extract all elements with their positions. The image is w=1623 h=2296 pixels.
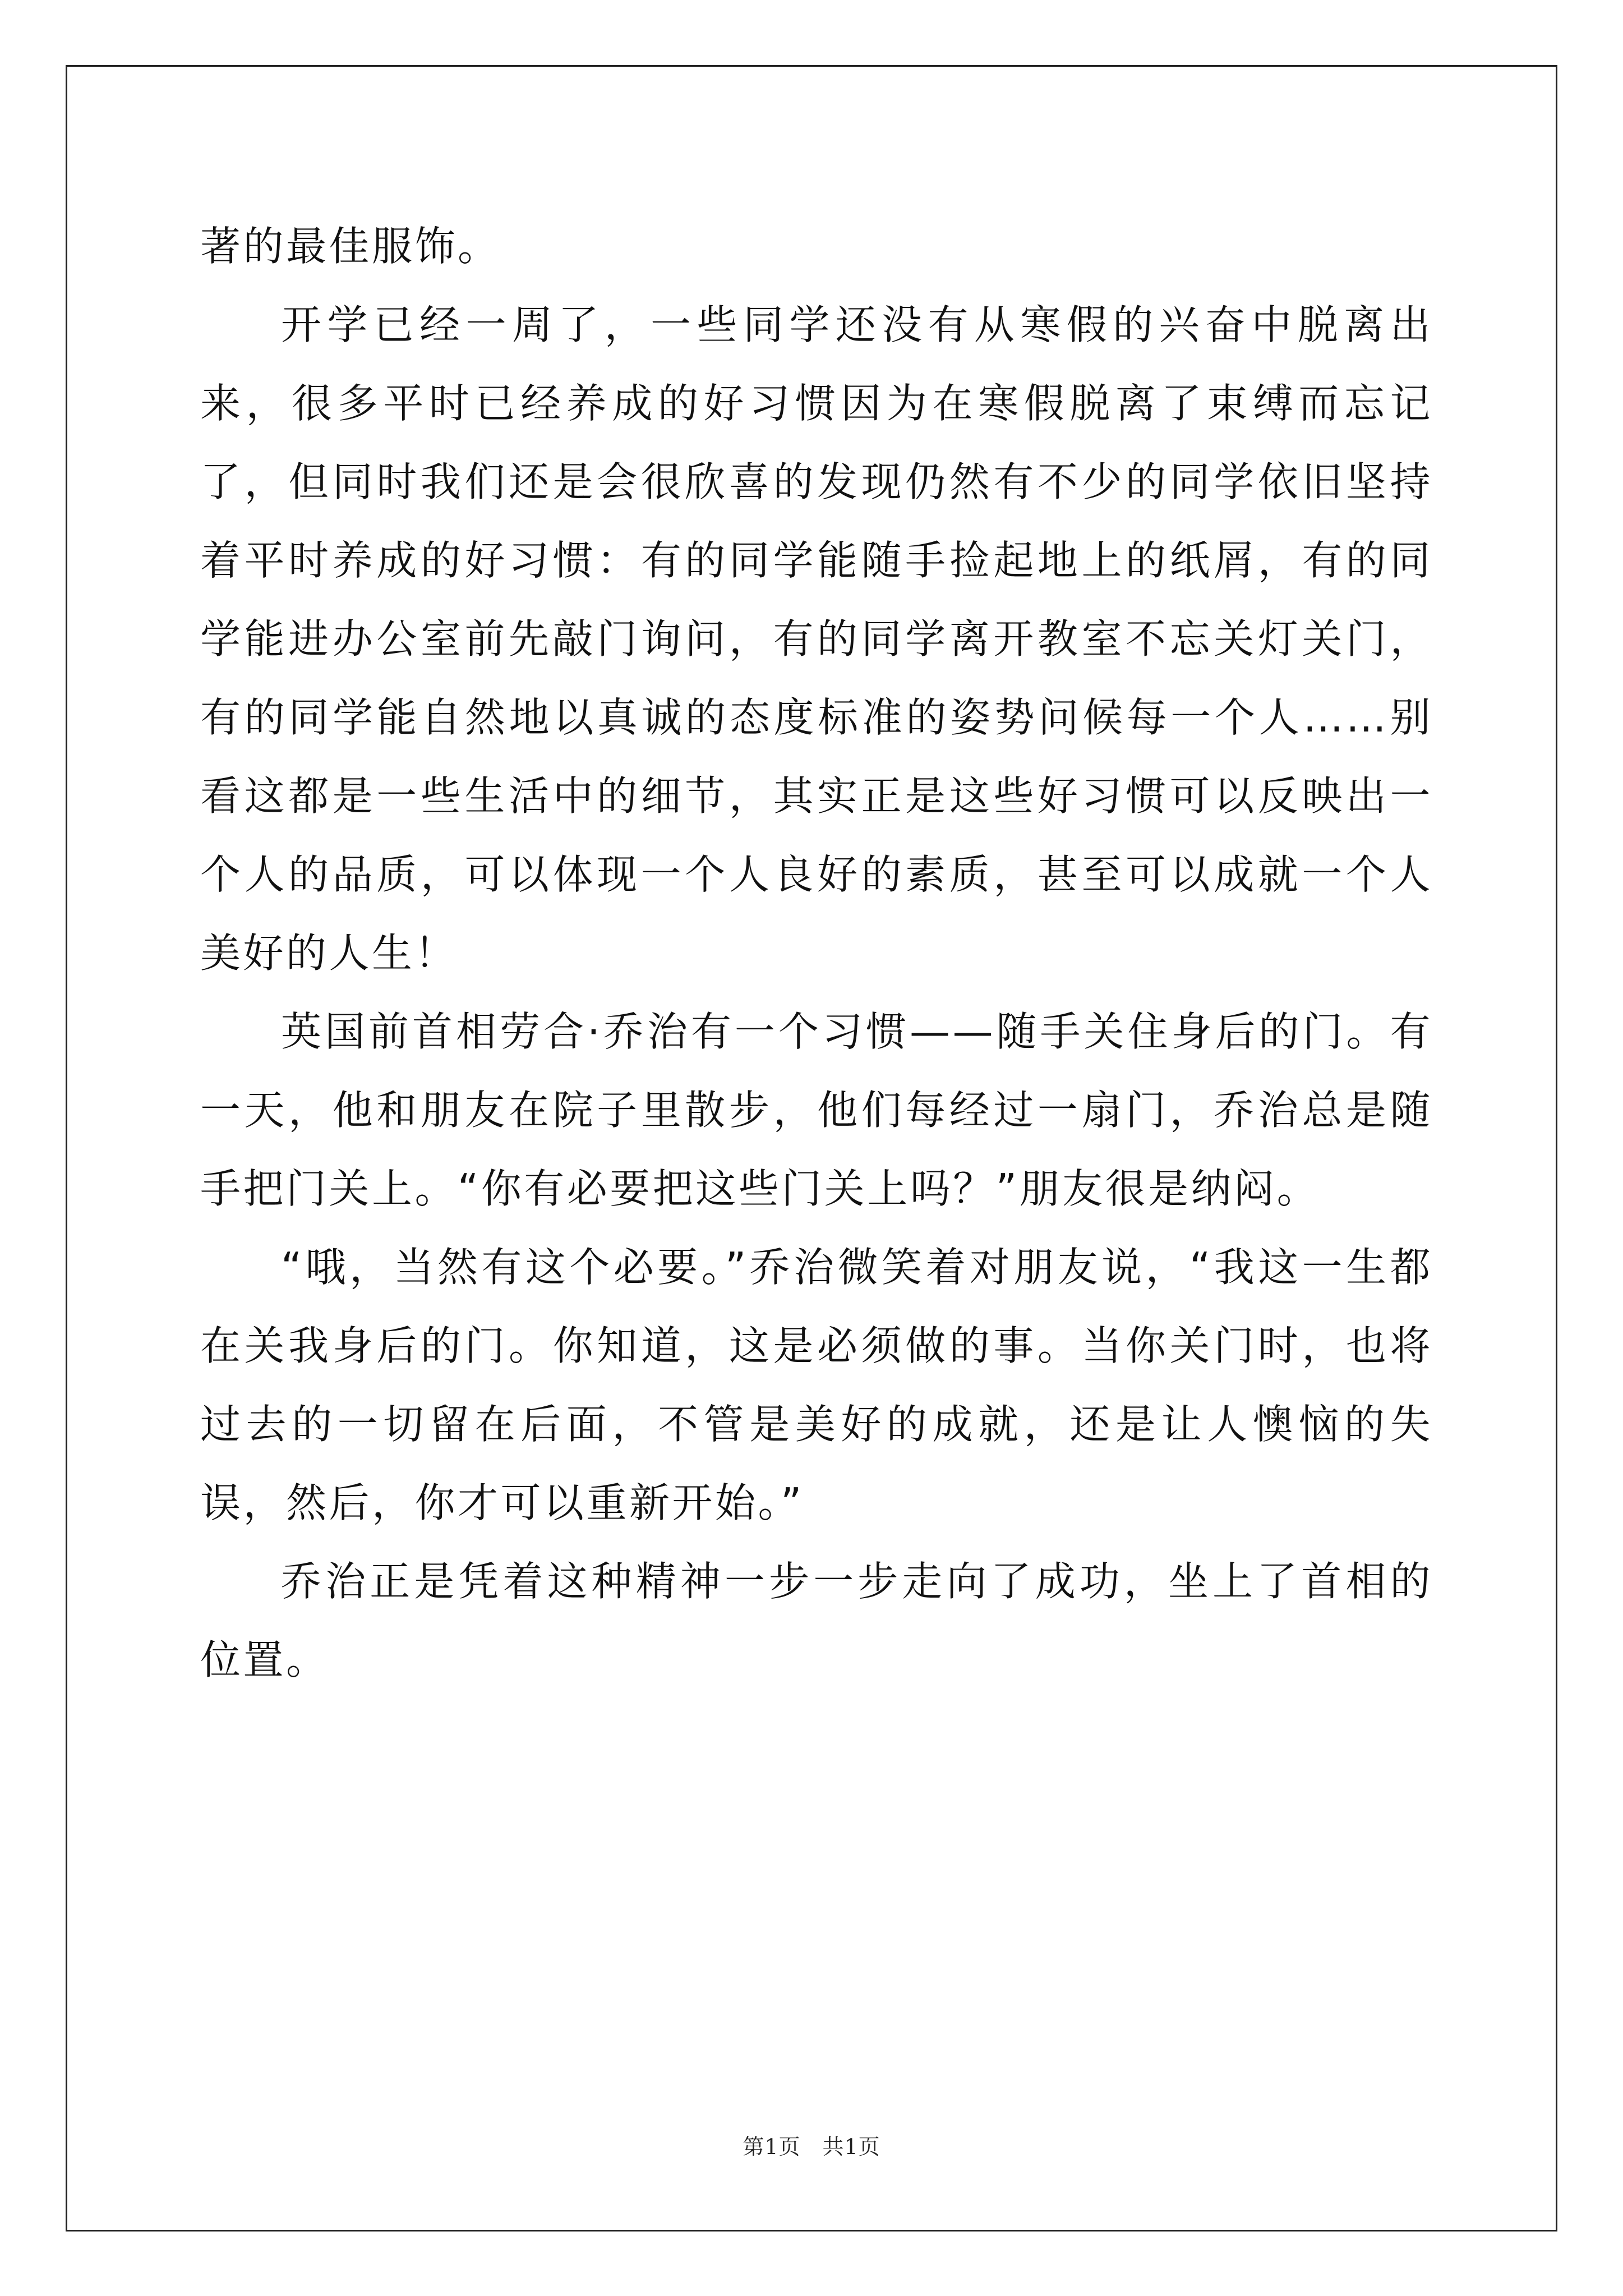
paragraph: 英国前首相劳合·乔治有一个习惯——随手关住身后的门。有一天，他和朋友在院子里散步，他们每经过一扇门，乔治总是随手把门关上。“你有必要把这些门关上吗？”朋友很是纳闷。 (200, 1008, 1433, 1212)
paragraph: 著的最佳服饰。 (200, 223, 501, 270)
page-footer: 第1页 共1页 (743, 2134, 880, 2159)
document-body (200, 207, 1433, 1699)
paragraph: 开学已经一周了，一些同学还没有从寒假的兴奋中脱离出来，很多平时已经养成的好习惯因为在寒假脱离了束缚而忘记了，但同时我们还是会很欣喜的发现仍然有不少的同学依旧坚持着平时养成的好习惯：有的同学能随手捡起地上的纸屑，有的同学能进办公室前先敲门询问，有的同学离开教室不忘关灯关门，有的同学能自然地以真诚的态度标准的姿势问候每一个人……别看这都是一些生活中的细节，其实正是这些好习惯可以反映出一个人的品质，可以体现一个人良好的素质，甚至可以成就一个人美好的人生！ (200, 301, 1433, 977)
paragraph: “哦，当然有这个必要。”乔治微笑着对朋友说，“我这一生都在关我身后的门。你知道，这是必须做的事。当你关门时，也将过去的一切留在后面，不管是美好的成就，还是让人懊恼的失误，然后，你才可以重新开始。” (200, 1244, 1433, 1526)
paragraph: 乔治正是凭着这种精神一步一步走向了成功，坐上了首相的位置。 (200, 1558, 1433, 1683)
